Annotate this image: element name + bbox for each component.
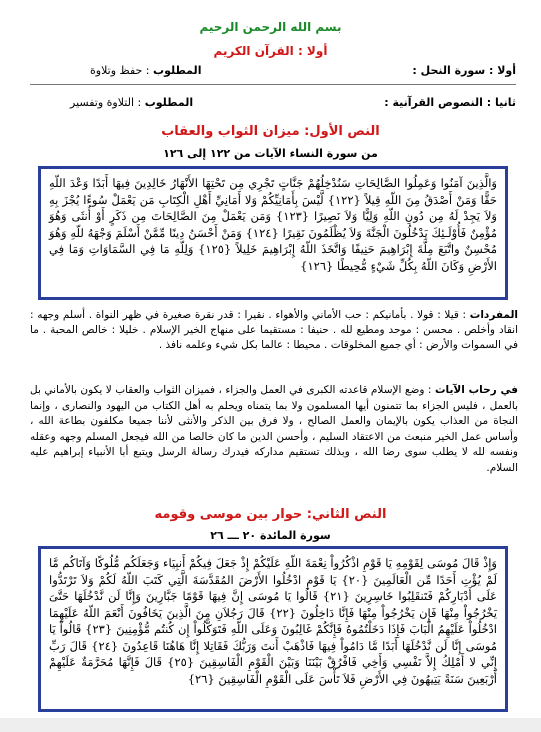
section1-required: المطلوب : حفظ وتلاوة	[90, 64, 202, 77]
text1-heading: النص الأول: ميزان الثواب والعقاب	[161, 124, 380, 139]
text2-subheading: سورة المائدة ٢٠ ـــ ٢٦	[210, 529, 331, 542]
section1-row	[30, 64, 516, 77]
vocab-text: : قيلا : قولا . بأمانيكم : حب الأماني والأهواء . نقيرا : قدر نقرة صغيرة في ظهر النواة . أسلم وجهه : انقاد وأخلص . محسن : موحد ومطيع لله . حنيفا : مستقيما على منهاج الخير الإسلام . خليلا : خالص المحبة . ما في السموات والأرض : أي جميع المخلوقات . محيطا : عالما بكل شيء وعلمه نافذ .	[30, 309, 518, 351]
verses-text-2: وَإِذْ قَالَ مُوسَى لِقَوْمِهِ يَا قَوْمِ اذْكُرُواْ نِعْمَةَ اللّهِ عَلَيْكُمْ إِذْ جَعَلَ فِيكُمْ أَنبِيَاء وَجَعَلَكُم مُّلُوكًا وَآتَاكُم مَّا لَمْ يُؤْتِ أَحَدًا مِّن الْعَالَمِينَ {٢٠} يَا قَوْمِ ادْخُلُوا الأَرْضَ المُقَدَّسَةَ الَّتِي كَتَبَ اللّهُ لَكُمْ وَلاَ تَرْتَدُّوا عَلَى أَدْبَارِكُمْ فَتَنقَلِبُوا خَاسِرِينَ {٢١} قَالُوا يَا مُوسَى إِنَّ فِيهَا قَوْمًا جَبَّارِينَ وَإِنَّا لَن نَّدْخُلَهَا حَتَّىَ يَخْرُجُواْ مِنْهَا فَإِن يَخْرُجُواْ مِنْهَا فَإِنَّا دَاخِلُونَ {٢٢} قَالَ رَجُلاَنِ مِنَ الَّذِينَ يَخَافُونَ أَنْعَمَ اللّهُ عَلَيْهِمَا ادْخُلُواْ عَلَيْهِمُ الْبَابَ فَإِذَا دَخَلْتُمُوهُ فَإِنَّكُمْ غَالِبُونَ وَعَلَى اللّهِ فَتَوَكَّلُواْ إِن كُنتُم مُّؤْمِنِينَ {٢٣} قَالُواْ يَا مُوسَى إِنَّا لَن نَّدْخُلَهَا أَبَدًا مَّا دَامُواْ فِيهَا فَاذْهَبْ أَنتَ وَرَبُّكَ فَقَاتِلا إِنَّا هَاهُنَا قَاعِدُونَ {٢٤} قَالَ رَبِّ إِنِّي لا أَمْلِكُ إِلاَّ نَفْسِي وَأَخِي فَافْرُقْ بَيْنَنَا وَبَيْنَ الْقَوْمِ الْفَاسِقِينَ {٢٥} قَالَ فَإِنَّهَا مُحَرَّمَةٌ عَلَيْهِمْ أَرْبَعِينَ سَنَةً يَتِيهُونَ فِي الأَرْضِ فَلاَ تَأْسَ عَلَى الْقَوْمِ الْفَاسِقِينَ {٢٦}	[49, 556, 498, 686]
section2-required: المطلوب : التلاوة وتفسير	[70, 96, 194, 109]
divider	[30, 84, 516, 85]
verses-box-1	[38, 166, 508, 300]
vocabulary	[30, 308, 518, 353]
explanation	[30, 383, 518, 476]
section2-row	[30, 96, 516, 109]
text2-heading: النص الثاني: حوار بين موسى وقومه	[154, 507, 387, 522]
verses-box-2	[38, 546, 508, 712]
explanation-label: في رحاب الآيات	[434, 384, 518, 396]
section1-title: أولا : القرآن الكريم	[213, 44, 328, 58]
text1-subheading: من سورة النساء الآيات من ١٢٢ إلى ١٢٦	[163, 147, 378, 160]
vocab-label: المفردات	[469, 309, 518, 321]
basmala: بسم الله الرحمن الرحيم	[199, 20, 342, 34]
section1-surah: أولا : سورة النحل :	[412, 64, 516, 77]
explanation-text: : وضع الإسلام قاعدته الكبرى في العمل والجزاء ، فميزان الثواب والعقاب لا يكون بالأماني بل بالعمل ، فليس الجزاء بما تتمنون أيها المسلمون ولا بما يتمناه ويحلم به أهل الكتاب من اليهود والنصارى ، وإنما النجاة من العذاب يكون بالإيمان والعمل الصالح ، ولا فرق بين الذكر والأنثى لأننا جميعا مكلفون بطاعة الله ، وأساس عمل الخير منبعث من الاعتقاد السليم ، وأحسن الدين ما كان خالصا من الله فيجعل المسلم وجهه وعقله ونفسه لله لا يطلب سوى رضا الله ، وبذلك تستقيم مداركه فيدرك رسالة الرسل ويتبع أبا الأنبياء إبراهيم عليه السلام.	[30, 384, 518, 474]
section2-texts: ثانيا : النصوص القرآنية :	[384, 96, 516, 109]
verses-text-1: وَالَّذِينَ آمَنُوا وَعَمِلُوا الصَّالِحَاتِ سَنُدْخِلُهُمْ جَنَّاتٍ تَجْرِي مِن تَحْتِهَا الأَنْهَارُ خَالِدِينَ فِيهَا أَبَدًا وَعْدَ اللّهِ حَقًّا وَمَنْ أَصْدَقُ مِنَ اللّهِ قِيلاً {١٢٢} لَّيْسَ بِأَمَانِيِّكُمْ وَلا أَمَانِيِّ أَهْلِ الْكِتَابِ مَن يَعْمَلْ سُوءًا يُجْزَ بِهِ وَلاَ يَجِدْ لَهُ مِن دُونِ اللّهِ وَلِيًّا وَلاَ نَصِيرًا {١٢٣} وَمَن يَعْمَلْ مِنَ الصَّالِحَاتَ مِن ذَكَرٍ أَوْ أُنثَى وَهُوَ مُؤْمِنٌ فَأُوْلَـئِكَ يَدْخُلُونَ الْجَنَّةَ وَلاَ يُظْلَمُونَ نَقِيرًا {١٢٤} وَمَنْ أَحْسَنُ دِينًا مِّمَّنْ أَسْلَمَ وَجْهَهُ للّهِ وَهُوَ مُحْسِنٌ واتَّبَعَ مِلَّةَ إِبْرَاهِيمَ حَنِيفًا وَاتَّخَذَ اللّهُ إِبْرَاهِيمَ خَلِيلاً {١٢٥} وَلِلّهِ مَا فِي السَّمَاوَاتِ وَمَا فِي الأَرْضِ وَكَانَ اللّهُ بِكُلِّ شَيْءٍ مُّحِيطًا {١٢٦}	[49, 176, 497, 273]
footer-strip	[0, 718, 541, 732]
